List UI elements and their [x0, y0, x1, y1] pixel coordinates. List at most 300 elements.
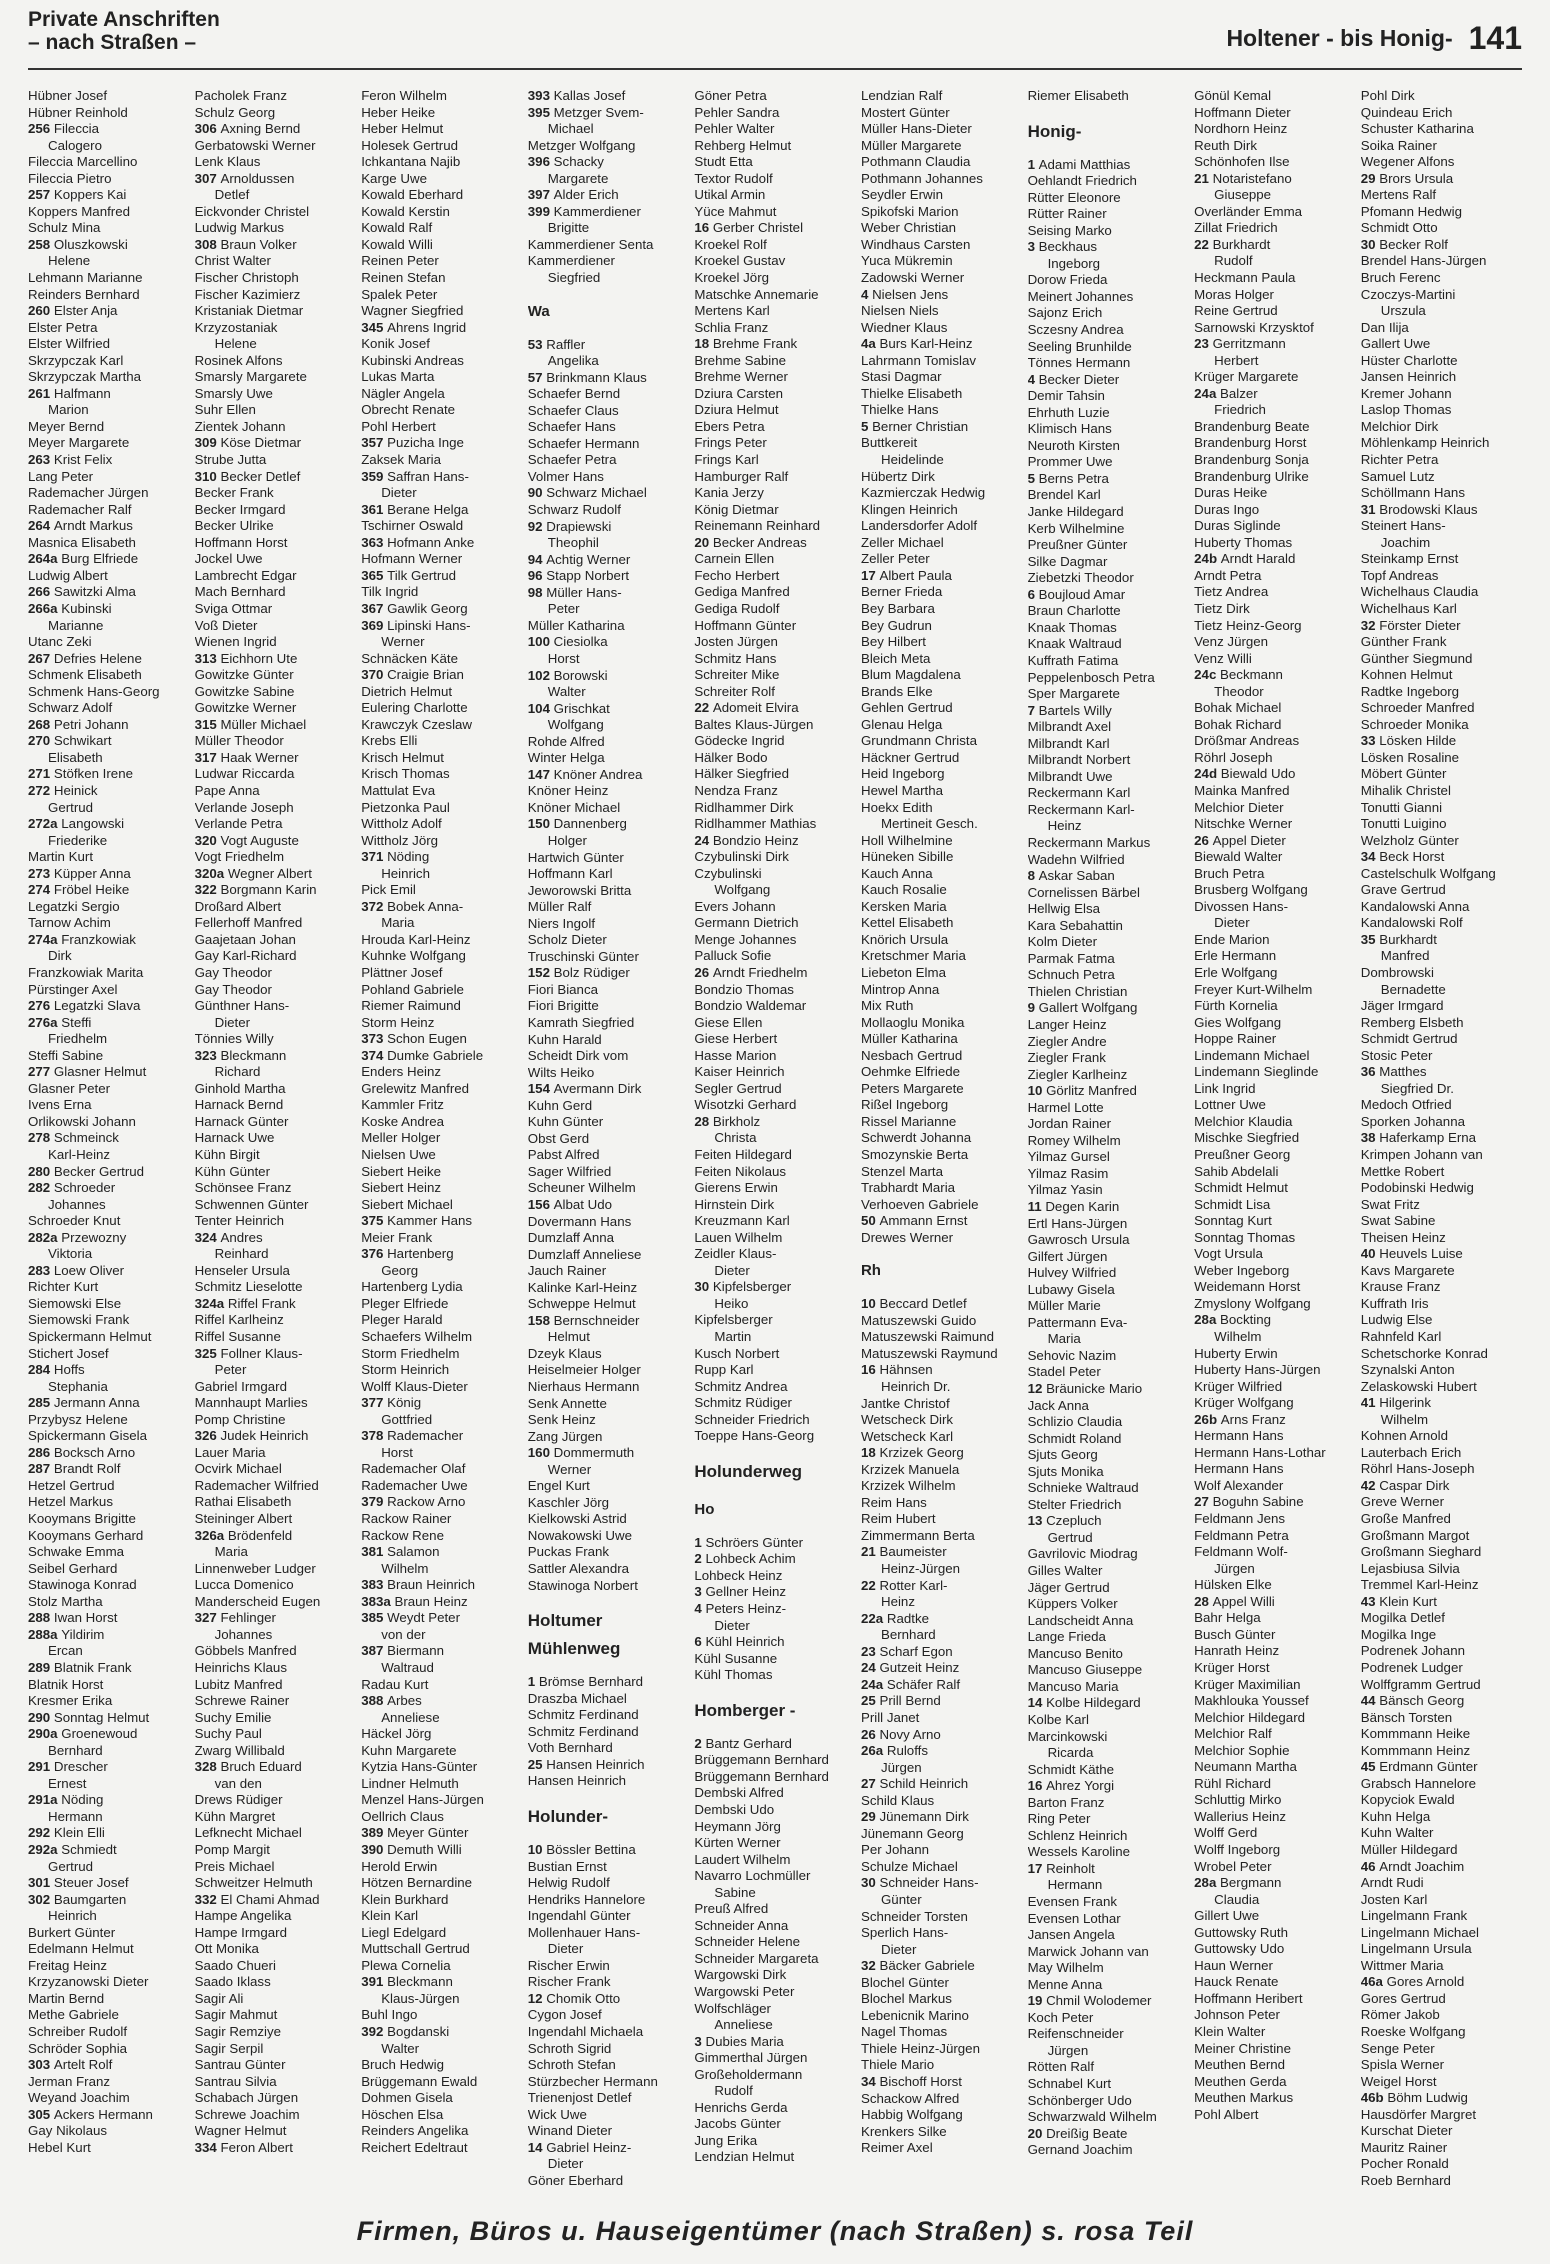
directory-entry: Richter Kurt: [28, 1279, 99, 1295]
house-number: 42: [1360, 1477, 1380, 1493]
directory-entry: Kürten Werner: [694, 1835, 781, 1851]
directory-entry: [528, 88, 695, 105]
directory-entry: [28, 1064, 195, 1081]
house-number: 267: [28, 650, 54, 666]
directory-entry: Romey Wilhelm: [1027, 1132, 1121, 1148]
house-number: 367: [361, 600, 388, 616]
directory-entry: Meinert Johannes: [1027, 288, 1134, 304]
resident-name: Hansen Heinrich: [546, 1756, 645, 1772]
directory-entry: Lubawy Gisela: [1027, 1281, 1115, 1297]
directory-entry: Schneider Margareta: [694, 1950, 819, 1966]
directory-entry: Dembski Alfred: [694, 1785, 784, 1801]
directory-entry: Frings Peter: [694, 435, 767, 451]
directory-entry: Mollaoglu Monika: [860, 1014, 965, 1030]
house-number: 258: [28, 236, 54, 252]
resident-name: Gabriel Heinz-: [546, 2139, 632, 2155]
house-number: 387: [361, 1643, 388, 1659]
directory-entry: Krzizek Wilhelm: [860, 1478, 956, 1494]
directory-entry: Textor Rudolf: [694, 170, 773, 186]
directory-entry: Reichert Edeltraut: [361, 2139, 468, 2155]
directory-column: [528, 88, 695, 2208]
directory-entry: Zillat Friedrich: [1194, 220, 1278, 236]
directory-entry: Menge Johannes: [694, 931, 797, 947]
directory-columns: [28, 88, 1528, 2208]
directory-entry: Weidemann Horst: [1194, 1279, 1301, 1295]
house-number: 256: [28, 121, 54, 137]
directory-entry: Gernand Joachim: [1027, 2142, 1133, 2158]
directory-entry: Hoekx Edith: [860, 799, 933, 815]
directory-entry: Segler Gertrud: [694, 1080, 782, 1096]
directory-entry: Meiner Christine: [1194, 2040, 1291, 2056]
directory-entry: Venz Jürgen: [1194, 634, 1269, 650]
directory-entry: Sperlich Hans-: [860, 1925, 949, 1941]
directory-entry: Drößmar Andreas: [1194, 733, 1300, 749]
directory-entry: [694, 1634, 861, 1651]
entry-continuation: Holger: [547, 832, 587, 848]
entry-continuation: Heinz: [1047, 818, 1082, 834]
directory-entry: [28, 2107, 195, 2124]
house-number: 272a: [28, 816, 62, 832]
directory-entry: Trabhardt Maria: [860, 1180, 956, 1196]
resident-name: Lipinski Hans-: [387, 617, 471, 633]
directory-entry: Hübertz Dirk: [860, 468, 935, 484]
resident-name: Prill Bernd: [879, 1693, 941, 1709]
house-number: 17: [860, 567, 880, 583]
directory-entry: Hampe Irmgard: [194, 1924, 287, 1940]
directory-entry: [694, 833, 861, 850]
directory-entry: Blatnik Horst: [28, 1676, 104, 1692]
directory-entry: Giese Ellen: [694, 1014, 763, 1030]
house-number: 20: [1027, 2125, 1047, 2141]
directory-entry: Rackow Rainer: [361, 1511, 452, 1527]
directory-entry: Schreiber Rudolf: [28, 2023, 128, 2039]
house-number: 22: [860, 1577, 880, 1593]
entry-continuation: Peter: [214, 1362, 247, 1378]
directory-entry: Dziura Carsten: [694, 385, 784, 401]
house-number: 28: [1194, 1593, 1213, 1609]
directory-entry: Hälker Bodo: [694, 749, 768, 765]
house-number: 284: [28, 1362, 54, 1378]
directory-entry: Weber Ingeborg: [1194, 1262, 1290, 1278]
directory-entry: Droßard Albert: [194, 898, 282, 914]
directory-entry: Szynalski Anton: [1360, 1362, 1455, 1378]
resident-name: Bräunicke Mario: [1046, 1381, 1143, 1397]
entry-continuation: Giuseppe: [1214, 187, 1272, 203]
directory-entry: Thiele Heinz-Jürgen: [860, 2040, 980, 2056]
directory-entry: Tilk Ingrid: [361, 584, 419, 600]
directory-entry: Pick Emil: [361, 882, 416, 898]
directory-entry: Siebert Michael: [361, 1196, 453, 1212]
house-number: 274a: [28, 931, 62, 947]
resident-name: Boujloud Amar: [1038, 586, 1126, 602]
directory-entry: Schmenk Elisabeth: [28, 667, 142, 683]
house-number: 22: [1194, 236, 1213, 252]
directory-entry: Martin Bernd: [28, 1990, 105, 2006]
directory-entry: Evensen Lothar: [1027, 1910, 1121, 1926]
entry-continuation: Anneliese: [381, 1709, 440, 1725]
header-rule: [28, 68, 1522, 70]
directory-entry: [28, 1461, 195, 1478]
house-number: 257: [28, 187, 54, 203]
directory-entry: Hüneken Sibille: [860, 849, 954, 865]
directory-entry: Gay Theodor: [194, 981, 272, 997]
house-number: 370: [361, 667, 388, 683]
directory-entry: Schmenk Hans-Georg: [28, 683, 160, 699]
directory-entry: Schwake Emma: [28, 1544, 125, 1560]
directory-entry: Lukas Marta: [361, 369, 435, 385]
directory-entry: [694, 1584, 861, 1601]
directory-entry: Mannhaupt Marlies: [194, 1395, 308, 1411]
entry-continuation: Ernest: [48, 1775, 87, 1791]
directory-entry: [528, 1991, 695, 2008]
directory-entry: Becker Ulrike: [194, 518, 274, 534]
directory-entry: Feron Wilhelm: [361, 88, 447, 103]
directory-entry: Schroeder Monika: [1360, 716, 1469, 732]
directory-entry: Ocvirk Michael: [194, 1461, 282, 1477]
resident-name: Hoffs: [53, 1362, 85, 1378]
directory-entry: Puckas Frank: [527, 1544, 610, 1560]
house-number: 14: [1027, 1695, 1047, 1711]
entry-continuation: Margarete: [547, 170, 609, 186]
directory-entry: Zmyslony Wolfgang: [1194, 1295, 1311, 1311]
directory-entry: Wienen Ingrid: [194, 634, 277, 650]
directory-entry: [361, 568, 528, 585]
resident-name: Radtke: [886, 1610, 929, 1626]
resident-name: Schäfer Ralf: [886, 1676, 961, 1692]
directory-entry: [694, 1601, 861, 1618]
directory-entry: Wichelhaus Claudia: [1360, 584, 1479, 600]
directory-entry: Zang Jürgen: [527, 1428, 603, 1444]
directory-entry: Lange Frieda: [1027, 1629, 1106, 1645]
house-number: 305: [28, 2106, 54, 2122]
directory-entry: Gavrilovic Miodrag: [1027, 1546, 1138, 1562]
directory-entry: Schwennen Günter: [194, 1196, 309, 1212]
directory-entry: [361, 1544, 528, 1561]
directory-entry: Reifenschneider: [1027, 2026, 1124, 2042]
directory-entry: Saado Chueri: [194, 1957, 276, 1973]
directory-entry: [361, 1974, 528, 1991]
directory-entry: Meuthen Gerda: [1194, 2073, 1287, 2089]
house-number: 44: [1360, 1693, 1380, 1709]
directory-entry: Linnenweber Ludger: [194, 1560, 316, 1576]
directory-entry: Samuel Lutz: [1360, 468, 1435, 484]
resident-name: Becker Gertrud: [53, 1163, 145, 1179]
house-number: 383a: [361, 1593, 395, 1609]
resident-name: Sawitzki Alma: [53, 584, 136, 600]
directory-entry: Melchior Dirk: [1360, 418, 1439, 434]
resident-name: Becker Detlef: [220, 468, 301, 484]
directory-entry: [28, 121, 195, 138]
directory-entry: Melchior Klaudia: [1194, 1113, 1293, 1129]
directory-entry: Josten Jürgen: [694, 634, 778, 650]
resident-name: Gawlik Georg: [387, 600, 468, 616]
resident-name: Notaristefano: [1212, 170, 1292, 186]
resident-name: Meyer Günter: [387, 1825, 469, 1841]
directory-entry: Schmidt Lisa: [1194, 1196, 1271, 1212]
directory-entry: [1028, 1199, 1195, 1216]
directory-entry: Kohnen Arnold: [1360, 1428, 1448, 1444]
entry-continuation: Peter: [547, 601, 580, 617]
directory-entry: Gillert Uwe: [1194, 1908, 1260, 1924]
directory-entry: Becker Irmgard: [194, 501, 286, 517]
directory-entry: [28, 1875, 195, 1892]
directory-entry: Schnabel Kurt: [1027, 2075, 1112, 2091]
resident-name: Kipfelsberger: [712, 1279, 792, 1295]
house-number: 3: [694, 2033, 706, 2049]
directory-entry: Divossen Hans-: [1194, 898, 1289, 914]
resident-name: Becker Rolf: [1379, 236, 1448, 252]
directory-entry: Hausdörfer Margret: [1360, 2106, 1477, 2122]
resident-name: Axning Bernd: [220, 121, 301, 137]
directory-entry: Hulvey Wilfried: [1027, 1265, 1117, 1281]
directory-entry: Rischer Erwin: [527, 1957, 610, 1973]
directory-entry: Koppers Manfred: [28, 203, 130, 219]
directory-entry: Rathai Elisabeth: [194, 1494, 292, 1510]
directory-entry: Wessels Karoline: [1027, 1844, 1131, 1860]
directory-entry: Melchior Dieter: [1194, 799, 1284, 815]
directory-entry: Fiori Bianca: [527, 981, 598, 997]
directory-entry: Kommmann Heinz: [1360, 1742, 1471, 1758]
directory-entry: Sattler Alexandra: [527, 1561, 630, 1577]
directory-entry: Großmann Sieghard: [1360, 1544, 1482, 1560]
resident-name: Gellner Heinz: [705, 1584, 787, 1600]
directory-entry: Reinen Peter: [361, 253, 439, 269]
directory-entry: Kowald Eberhard: [361, 187, 464, 203]
resident-name: Boguhn Sabine: [1212, 1494, 1304, 1510]
directory-entry: Meyer Margarete: [28, 435, 130, 451]
directory-entry: Preußner Georg: [1194, 1147, 1291, 1162]
directory-entry: Hülsken Elke: [1194, 1577, 1272, 1593]
directory-entry: Schuster Katharina: [1360, 121, 1474, 137]
directory-entry: Fiori Brigitte: [527, 998, 599, 1014]
resident-name: Hilgerink: [1379, 1395, 1431, 1411]
directory-entry: Per Johann: [860, 1842, 929, 1858]
entry-continuation: Rudolf: [1214, 253, 1253, 269]
directory-entry: [528, 1445, 695, 1462]
street-heading: Holunder-: [527, 1806, 609, 1826]
directory-entry: Josten Karl: [1360, 1891, 1428, 1907]
directory-entry: Wallerius Heinz: [1194, 1808, 1287, 1824]
directory-entry: Lingelmann Michael: [1360, 1924, 1480, 1940]
directory-entry: Schmitz Andrea: [694, 1378, 788, 1394]
directory-entry: Reine Gertrud: [1194, 303, 1278, 319]
directory-entry: Rischer Frank: [527, 1974, 611, 1990]
directory-entry: Wick Uwe: [527, 2106, 587, 2122]
directory-entry: Topf Andreas: [1360, 567, 1439, 583]
directory-entry: [528, 154, 695, 171]
entry-continuation: Herbert: [1214, 352, 1259, 368]
directory-entry: [1194, 667, 1361, 684]
directory-entry: Schreiter Rolf: [694, 683, 775, 699]
directory-entry: Kühl Susanne: [694, 1650, 778, 1666]
house-number: 291a: [28, 1792, 62, 1808]
entry-continuation: Siegfried: [547, 270, 601, 286]
directory-entry: [1361, 1759, 1528, 1776]
resident-name: Nöding: [61, 1792, 104, 1808]
entry-continuation: Dieter: [381, 485, 417, 501]
directory-entry: Mertens Ralf: [1360, 187, 1437, 203]
entry-continuation: Hermann: [48, 1808, 103, 1824]
directory-entry: Cornelissen Bärbel: [1027, 884, 1140, 900]
directory-entry: [694, 1535, 861, 1552]
directory-entry: Sczesny Andrea: [1027, 322, 1124, 338]
directory-entry: Cygon Josef: [527, 2007, 602, 2023]
directory-entry: [1028, 239, 1195, 256]
directory-entry: Strube Jutta: [194, 452, 267, 468]
directory-entry: [28, 998, 195, 1015]
directory-entry: Röhrl Joseph: [1194, 749, 1273, 765]
directory-entry: Pocher Ronald: [1360, 2156, 1449, 2172]
entry-continuation: Heiko: [714, 1295, 749, 1311]
directory-entry: [528, 552, 695, 569]
directory-entry: Hrouda Karl-Heinz: [361, 931, 471, 947]
directory-entry: Knaak Waltraud: [1027, 636, 1122, 652]
directory-entry: Barton Franz: [1027, 1794, 1105, 1810]
resident-name: Drescher: [53, 1759, 108, 1775]
directory-entry: Schmidt Otto: [1360, 220, 1438, 236]
directory-entry: [28, 1445, 195, 1462]
directory-entry: Heinrichs Klaus: [194, 1659, 287, 1675]
directory-entry: [1028, 1778, 1195, 1795]
directory-entry: [361, 1842, 528, 1859]
directory-entry: Mettke Robert: [1360, 1163, 1445, 1179]
entry-continuation: Angelika: [547, 353, 599, 369]
directory-entry: Kaiser Heinrich: [694, 1064, 785, 1080]
directory-entry: Römer Jakob: [1360, 2007, 1440, 2023]
directory-entry: Reinders Angelika: [361, 2123, 469, 2139]
directory-entry: [195, 435, 362, 452]
street-heading: Honig-: [1027, 121, 1082, 141]
directory-entry: Blochel Markus: [860, 1991, 952, 2007]
entry-continuation: Maria: [1047, 1331, 1081, 1347]
house-number: 308: [194, 236, 221, 252]
directory-entry: Jansen Heinrich: [1360, 369, 1457, 385]
directory-entry: Lindner Helmuth: [361, 1775, 459, 1791]
directory-entry: Hebel Kurt: [28, 2139, 91, 2155]
house-number: 266a: [28, 600, 62, 616]
directory-entry: Engel Kurt: [527, 1478, 590, 1494]
directory-entry: Wichelhaus Karl: [1360, 600, 1457, 616]
directory-entry: Wiedner Klaus: [860, 319, 948, 335]
directory-entry: Bustian Ernst: [527, 1858, 607, 1874]
directory-entry: Rademacher Wilfried: [194, 1477, 319, 1493]
directory-entry: Obrecht Renate: [361, 402, 456, 418]
directory-entry: Reim Hubert: [860, 1511, 936, 1527]
directory-entry: Czoczys-Martini: [1360, 286, 1456, 302]
directory-entry: [1361, 1478, 1528, 1495]
entry-continuation: Wolfgang: [714, 882, 771, 898]
house-number: 396: [527, 154, 554, 170]
resident-name: Eichhorn Ute: [220, 650, 298, 666]
directory-entry: [28, 866, 195, 883]
directory-entry: Blochel Günter: [860, 1974, 949, 1990]
directory-entry: Hofmann Werner: [361, 551, 463, 567]
directory-entry: Kooymans Brigitte: [28, 1511, 136, 1527]
directory-entry: Kammler Fritz: [361, 1097, 444, 1113]
directory-entry: Schönsee Franz: [194, 1180, 292, 1196]
resident-name: Bernschneider: [553, 1312, 640, 1328]
directory-entry: Dietrich Helmut: [361, 683, 453, 699]
resident-name: Beck Horst: [1379, 849, 1445, 865]
house-number: 389: [361, 1825, 388, 1841]
directory-entry: Senk Heinz: [527, 1412, 596, 1428]
resident-name: Braun Heinrich: [387, 1577, 476, 1593]
house-number: 100: [527, 634, 554, 650]
resident-name: Gallert Wolfgang: [1038, 1000, 1138, 1016]
directory-entry: [861, 1213, 1028, 1230]
house-number: 357: [361, 435, 388, 451]
directory-entry: Sjuts Georg: [1027, 1447, 1098, 1463]
directory-entry: Jeworowski Britta: [527, 882, 632, 898]
directory-entry: Elster Wilfried: [28, 336, 111, 352]
house-number: 1: [527, 1674, 539, 1690]
resident-name: Nielsen Jens: [872, 286, 949, 302]
directory-entry: Schröder Sophia: [28, 2040, 128, 2056]
directory-entry: [861, 568, 1028, 585]
resident-name: Küpper Anna: [53, 865, 131, 881]
directory-entry: [861, 1296, 1028, 1313]
resident-name: Chomik Otto: [546, 1990, 621, 2006]
directory-entry: Schnäcken Käte: [361, 650, 459, 666]
house-number: 46a: [1360, 1974, 1387, 1990]
directory-entry: Meier Frank: [361, 1229, 433, 1245]
house-number: 376: [361, 1246, 388, 1262]
resident-name: Schon Eugen: [387, 1031, 467, 1047]
directory-entry: Gawrosch Ursula: [1027, 1232, 1130, 1248]
directory-entry: Gimmerthal Jürgen: [694, 2050, 808, 2066]
resident-name: Dubies Maria: [705, 2033, 784, 2049]
directory-entry: Demir Tahsin: [1027, 388, 1105, 404]
directory-entry: Schwarzwald Wilhelm: [1027, 2109, 1157, 2125]
directory-entry: Dumzlaff Anneliese: [527, 1246, 642, 1262]
directory-entry: Suchy Emilie: [194, 1709, 272, 1725]
section-title-line2: – nach Straßen –: [28, 31, 197, 54]
resident-name: Bartels Willy: [1038, 702, 1112, 718]
directory-entry: Haun Werner: [1194, 1957, 1273, 1973]
directory-entry: Dovermann Hans: [527, 1213, 632, 1229]
resident-name: Biewald Udo: [1220, 766, 1296, 782]
resident-name: Arndt Friedhelm: [712, 964, 808, 980]
entry-continuation: Theodor: [1214, 683, 1264, 699]
directory-entry: Riemer Raimund: [361, 998, 461, 1014]
directory-entry: Mattulat Eva: [361, 782, 436, 798]
directory-entry: Mogilka Detlef: [1360, 1610, 1445, 1626]
directory-entry: Bey Gudrun: [860, 617, 932, 633]
directory-entry: Habbig Wolfgang: [860, 2107, 963, 2123]
directory-entry: Kuhn Margarete: [361, 1742, 457, 1758]
directory-entry: Dumzlaff Anna: [527, 1230, 615, 1246]
house-number: 32: [860, 1958, 880, 1974]
directory-entry: Fischer Christoph: [194, 270, 299, 286]
directory-entry: Wolf Alexander: [1194, 1477, 1284, 1493]
directory-entry: Rupp Karl: [694, 1362, 754, 1378]
house-number: 328: [194, 1759, 221, 1775]
resident-name: Arnoldussen: [220, 170, 295, 186]
directory-entry: Hoffmann Dieter: [1194, 104, 1291, 120]
directory-entry: [694, 2034, 861, 2051]
resident-name: Steuer Josef: [53, 1875, 129, 1891]
house-number: 307: [194, 170, 221, 186]
directory-entry: [361, 849, 528, 866]
directory-entry: Buttkereit: [860, 435, 918, 451]
directory-entry: Schulze Michael: [860, 1858, 958, 1874]
directory-entry: Prill Janet: [860, 1709, 920, 1725]
directory-entry: Mogilka Inge: [1360, 1626, 1437, 1642]
directory-entry: Elster Petra: [28, 319, 98, 335]
resident-name: Arbes: [387, 1693, 422, 1709]
house-number: 274: [28, 882, 54, 898]
house-number: 9: [1027, 1000, 1039, 1016]
